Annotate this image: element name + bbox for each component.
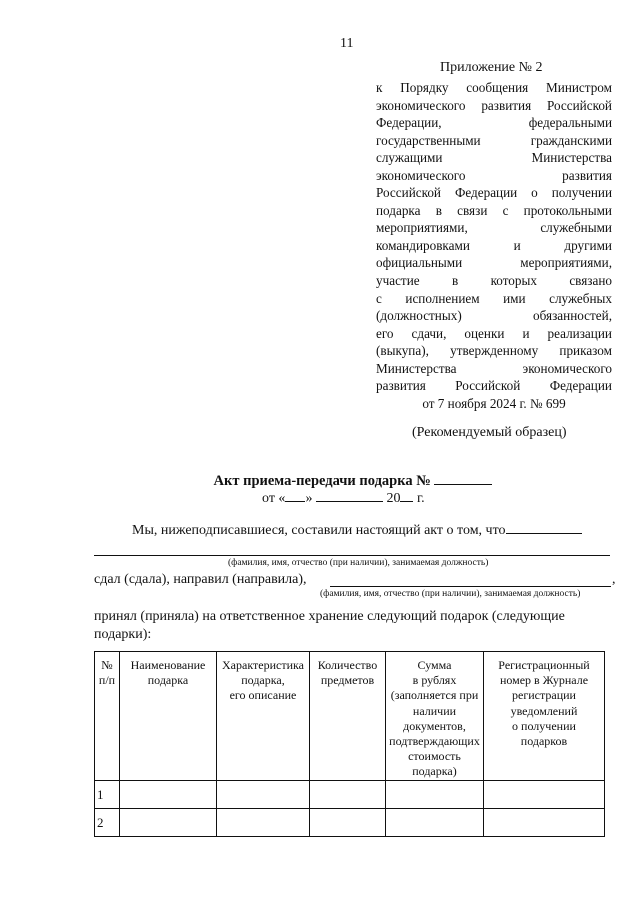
appendix-word: государственными bbox=[376, 132, 481, 148]
appendix-word: оценки bbox=[464, 325, 505, 341]
table-cell[interactable] bbox=[120, 780, 217, 808]
header-text: подарка bbox=[147, 673, 189, 688]
header-text: Сумма bbox=[417, 658, 452, 672]
appendix-word: федеральными bbox=[528, 115, 612, 131]
gifts-table bbox=[94, 651, 605, 837]
appendix-word: Российской bbox=[455, 378, 521, 394]
day-blank[interactable] bbox=[285, 488, 305, 502]
appendix-word: служебными bbox=[540, 220, 612, 236]
appendix-word: мероприятиями, bbox=[376, 220, 468, 236]
year-prefix: 20 bbox=[386, 491, 401, 506]
table-body bbox=[95, 780, 605, 836]
appendix-line bbox=[376, 342, 612, 360]
header-text: Характеристика bbox=[222, 658, 304, 672]
fio-hint-2: (фамилия, имя, отчество (при наличии), занимаемая должность) bbox=[320, 589, 581, 599]
appendix-word: подарка bbox=[376, 202, 421, 218]
appendix-line bbox=[376, 132, 612, 150]
comma: , bbox=[612, 572, 616, 587]
appendix-line bbox=[376, 290, 612, 308]
appendix-word: развития bbox=[376, 378, 426, 394]
header-text: регистрации bbox=[512, 688, 576, 703]
appendix-word: Федерации bbox=[549, 378, 612, 394]
row-number-cell: 2 bbox=[95, 808, 120, 836]
table-row bbox=[95, 780, 605, 808]
appendix-line bbox=[376, 97, 612, 115]
table-cell[interactable] bbox=[484, 780, 605, 808]
intro-line bbox=[132, 520, 582, 539]
appendix-word: гражданскими bbox=[530, 132, 612, 148]
header-text: о получении bbox=[512, 718, 576, 733]
header-text: подарков bbox=[520, 734, 568, 749]
appendix-word: и bbox=[522, 325, 530, 341]
appendix-word: служащими bbox=[376, 150, 443, 166]
appendix-word: в bbox=[435, 202, 442, 218]
header-text: наличии bbox=[412, 703, 457, 718]
appendix-line bbox=[376, 307, 612, 325]
appendix-word: которых bbox=[490, 273, 537, 289]
month-blank[interactable] bbox=[316, 488, 383, 502]
appendix-line bbox=[376, 360, 612, 378]
appendix-word: Российской bbox=[546, 97, 612, 113]
appendix-order-date: от 7 ноября 2024 г. № 699 bbox=[422, 395, 566, 411]
table-header-cell bbox=[95, 652, 120, 781]
fio-blank-line[interactable] bbox=[94, 555, 610, 556]
appendix-line bbox=[376, 202, 612, 220]
appendix-word: с bbox=[376, 290, 382, 306]
header-text: подарка, bbox=[241, 673, 285, 688]
table-header-cell bbox=[386, 652, 484, 781]
recommended-sample-label: (Рекомендуемый образец) bbox=[412, 425, 567, 440]
appendix-word: ими bbox=[503, 290, 526, 306]
row-number-cell: 1 bbox=[95, 780, 120, 808]
header-text: его описание bbox=[229, 688, 297, 703]
act-number-blank[interactable] bbox=[434, 470, 492, 485]
appendix-word: и bbox=[513, 237, 521, 253]
date-prefix: от « bbox=[262, 491, 286, 506]
appendix-line bbox=[376, 237, 612, 255]
appendix-title: Приложение № 2 bbox=[440, 60, 543, 75]
appendix-word: приказом bbox=[559, 343, 612, 359]
table-cell[interactable] bbox=[386, 808, 484, 836]
appendix-line bbox=[376, 377, 612, 395]
intro-blank[interactable] bbox=[506, 520, 582, 534]
table-header-cell bbox=[120, 652, 217, 781]
header-text: подарка) bbox=[412, 764, 457, 779]
table-header-row bbox=[95, 652, 605, 781]
header-text: в рублях bbox=[412, 673, 457, 688]
appendix-body bbox=[376, 79, 612, 412]
year-suffix: г. bbox=[416, 491, 425, 506]
appendix-word: утвержденному bbox=[450, 343, 539, 359]
appendix-word: другими bbox=[564, 237, 612, 253]
appendix-word: экономического bbox=[522, 360, 612, 376]
appendix-word: Российской bbox=[376, 185, 441, 201]
appendix-word: связано bbox=[569, 273, 612, 289]
appendix-word: к bbox=[376, 80, 383, 95]
appendix-word: (выкупа), bbox=[376, 343, 429, 359]
table-cell[interactable] bbox=[310, 808, 386, 836]
fio-hint: (фамилия, имя, отчество (при наличии), занимаемая должность) bbox=[228, 558, 489, 568]
intro-text: Мы, нижеподписавшиеся, составили настоящий акт о том, что bbox=[132, 523, 506, 538]
appendix-word: сдачи, bbox=[411, 325, 447, 341]
appendix-word: экономического bbox=[376, 97, 466, 113]
header-text: п/п bbox=[98, 673, 116, 688]
year-blank[interactable] bbox=[400, 488, 413, 502]
handed-blank-line[interactable] bbox=[330, 586, 611, 587]
table-cell[interactable] bbox=[386, 780, 484, 808]
appendix-word: протокольными bbox=[523, 202, 612, 218]
appendix-word: Министерства bbox=[531, 150, 612, 166]
appendix-word: мероприятиями, bbox=[520, 255, 612, 271]
header-text: предметов bbox=[320, 673, 375, 688]
appendix-word: связи bbox=[457, 202, 488, 218]
header-text: номер в Журнале bbox=[499, 673, 589, 688]
appendix-line bbox=[376, 149, 612, 167]
table-row bbox=[95, 808, 605, 836]
table-header-cell bbox=[484, 652, 605, 781]
table-cell[interactable] bbox=[484, 808, 605, 836]
table-cell[interactable] bbox=[310, 780, 386, 808]
appendix-word: Министерства bbox=[376, 360, 457, 376]
appendix-word: Порядку bbox=[400, 80, 449, 95]
table-cell[interactable] bbox=[217, 780, 310, 808]
table-cell[interactable] bbox=[217, 808, 310, 836]
appendix-word: обязанностей, bbox=[533, 308, 612, 324]
appendix-word: развития bbox=[481, 97, 532, 113]
appendix-word: получении bbox=[551, 185, 612, 201]
table-cell[interactable] bbox=[120, 808, 217, 836]
appendix-line bbox=[376, 167, 612, 185]
appendix-word: служебных bbox=[549, 290, 612, 306]
appendix-word: Министром bbox=[546, 80, 612, 95]
table-header-cell bbox=[310, 652, 386, 781]
appendix-word: (должностных) bbox=[376, 308, 462, 324]
page-number: 11 bbox=[340, 36, 354, 51]
appendix-word: с bbox=[502, 202, 509, 218]
table-header-cell bbox=[217, 652, 310, 781]
appendix-line bbox=[376, 184, 612, 202]
appendix-word: исполнением bbox=[405, 290, 480, 306]
accepted-text-line-2: подарки): bbox=[94, 627, 152, 642]
act-date-line bbox=[262, 488, 425, 507]
header-text: (заполняется при bbox=[390, 688, 479, 703]
appendix-line bbox=[376, 325, 612, 343]
header-text: стоимость bbox=[408, 749, 461, 764]
handed-text: сдал (сдала), направил (направила), bbox=[94, 572, 307, 587]
header-text: Количество bbox=[317, 658, 378, 672]
appendix-word: развития bbox=[562, 167, 612, 183]
header-text: Регистрационный bbox=[498, 658, 590, 672]
appendix-word: участие bbox=[376, 273, 420, 289]
appendix-word: командировками bbox=[376, 237, 470, 253]
appendix-word: сообщения bbox=[466, 80, 529, 95]
act-title-text: Акт приема-передачи подарка № bbox=[213, 473, 431, 489]
appendix-word: Федерации bbox=[454, 185, 518, 201]
header-text: Наименование bbox=[130, 658, 206, 672]
appendix-line bbox=[376, 272, 612, 290]
appendix-word: о bbox=[531, 185, 538, 201]
appendix-line bbox=[376, 219, 612, 237]
act-title bbox=[0, 470, 640, 490]
header-text: документов, bbox=[403, 718, 466, 733]
appendix-word: реализации bbox=[547, 325, 612, 341]
appendix-word: его bbox=[376, 325, 394, 341]
appendix-word: в bbox=[451, 273, 459, 289]
date-mid: » bbox=[305, 491, 313, 506]
appendix-line bbox=[376, 79, 612, 97]
header-text: № bbox=[101, 658, 113, 672]
accepted-text-line-1: принял (приняла) на ответственное хранение следующий подарок (следующие bbox=[94, 609, 565, 624]
appendix-word: экономического bbox=[376, 167, 466, 183]
header-text: уведомлений bbox=[510, 703, 578, 718]
appendix-line bbox=[376, 254, 612, 272]
appendix-word: официальными bbox=[376, 255, 463, 271]
header-text: подтверждающих bbox=[389, 734, 480, 749]
appendix-line bbox=[376, 114, 612, 132]
appendix-word: Федерации, bbox=[376, 115, 442, 131]
